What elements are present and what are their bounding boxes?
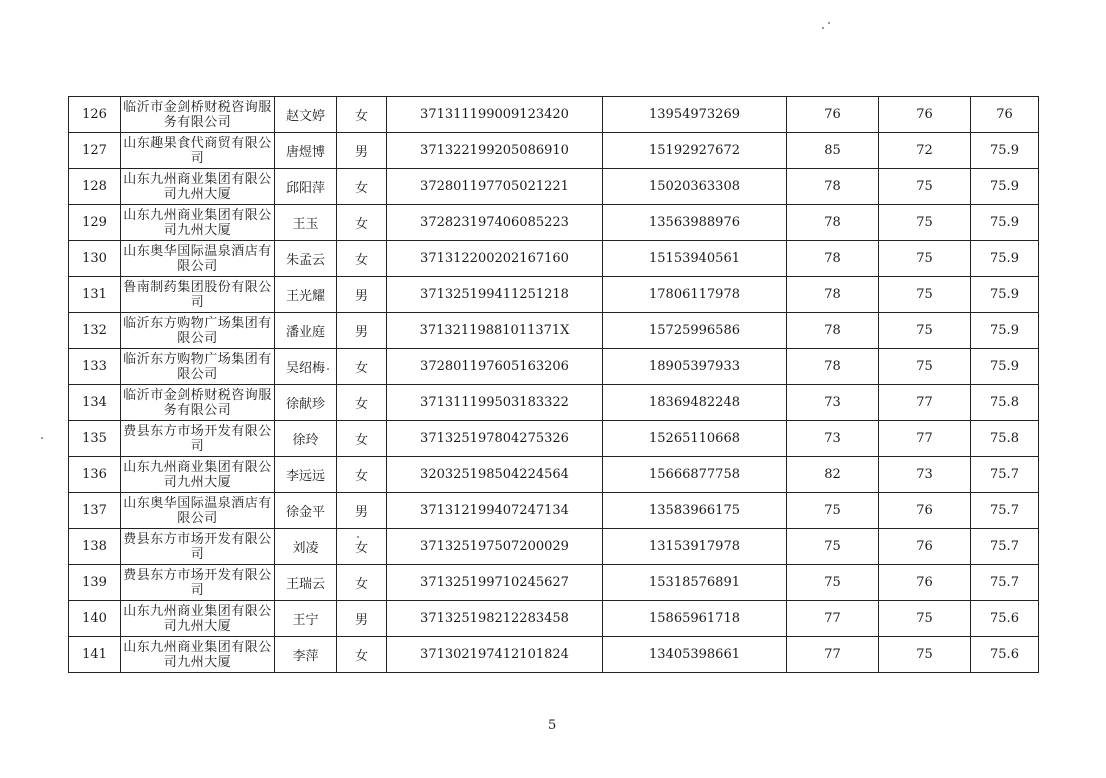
phone-cell: 17806117978 — [603, 277, 787, 313]
gender-cell: 女 — [337, 169, 387, 205]
total-score-cell: 75.8 — [971, 421, 1039, 457]
gender-cell: 男 — [337, 313, 387, 349]
table-row — [69, 169, 1039, 205]
total-score-cell: 75.6 — [971, 637, 1039, 673]
phone-cell: 15725996586 — [603, 313, 787, 349]
score-2-cell: 73 — [879, 457, 971, 493]
total-score-cell: 75.7 — [971, 457, 1039, 493]
score-1-cell: 75 — [787, 493, 879, 529]
name-cell: 邱阳萍 — [275, 169, 337, 205]
id-number-cell: 37132119881011371X — [387, 313, 603, 349]
id-number-cell: 372801197705021221 — [387, 169, 603, 205]
table-row — [69, 241, 1039, 277]
id-number-cell: 372801197605163206 — [387, 349, 603, 385]
score-1-cell: 78 — [787, 205, 879, 241]
table-row — [69, 205, 1039, 241]
gender-cell: 女 — [337, 565, 387, 601]
phone-cell: 15020363308 — [603, 169, 787, 205]
roster-table — [68, 96, 1039, 673]
total-score-cell: 76 — [971, 97, 1039, 133]
phone-cell: 13954973269 — [603, 97, 787, 133]
row-number-cell: 138 — [69, 529, 121, 565]
score-2-cell: 76 — [879, 529, 971, 565]
gender-cell: 女 — [337, 529, 387, 565]
company-cell: 鲁南制药集团股份有限公司 — [121, 277, 275, 313]
page-number: 5 — [548, 718, 557, 733]
gender-cell: 女 — [337, 637, 387, 673]
row-number-cell: 134 — [69, 385, 121, 421]
row-number-cell: 126 — [69, 97, 121, 133]
total-score-cell: 75.9 — [971, 133, 1039, 169]
name-cell: 潘业庭 — [275, 313, 337, 349]
table-row — [69, 493, 1039, 529]
scan-speck — [327, 368, 329, 370]
id-number-cell: 371312199407247134 — [387, 493, 603, 529]
row-number-cell: 136 — [69, 457, 121, 493]
name-cell: 刘凌 — [275, 529, 337, 565]
score-1-cell: 78 — [787, 277, 879, 313]
id-number-cell: 320325198504224564 — [387, 457, 603, 493]
phone-cell: 13153917978 — [603, 529, 787, 565]
company-cell: 山东趣果食代商贸有限公司 — [121, 133, 275, 169]
total-score-cell: 75.9 — [971, 241, 1039, 277]
gender-cell: 男 — [337, 133, 387, 169]
score-2-cell: 75 — [879, 349, 971, 385]
company-cell: 山东九州商业集团有限公司九州大厦 — [121, 601, 275, 637]
row-number-cell: 129 — [69, 205, 121, 241]
score-2-cell: 75 — [879, 277, 971, 313]
score-2-cell: 75 — [879, 637, 971, 673]
company-cell: 山东九州商业集团有限公司九州大厦 — [121, 169, 275, 205]
id-number-cell: 371312200202167160 — [387, 241, 603, 277]
score-1-cell: 78 — [787, 169, 879, 205]
gender-cell: 女 — [337, 457, 387, 493]
id-number-cell: 371325198212283458 — [387, 601, 603, 637]
phone-cell: 13563988976 — [603, 205, 787, 241]
company-cell: 临沂市金剑桥财税咨询服务有限公司 — [121, 97, 275, 133]
table-row — [69, 637, 1039, 673]
total-score-cell: 75.9 — [971, 277, 1039, 313]
phone-cell: 15265110668 — [603, 421, 787, 457]
table-row — [69, 133, 1039, 169]
score-2-cell: 72 — [879, 133, 971, 169]
score-2-cell: 77 — [879, 385, 971, 421]
id-number-cell: 371325197804275326 — [387, 421, 603, 457]
name-cell: 赵文婷 — [275, 97, 337, 133]
row-number-cell: 135 — [69, 421, 121, 457]
name-cell: 唐煜博 — [275, 133, 337, 169]
phone-cell: 15153940561 — [603, 241, 787, 277]
scan-speck — [357, 536, 359, 538]
gender-cell: 女 — [337, 205, 387, 241]
gender-cell: 女 — [337, 241, 387, 277]
gender-cell: 男 — [337, 601, 387, 637]
score-1-cell: 75 — [787, 565, 879, 601]
score-2-cell: 75 — [879, 205, 971, 241]
row-number-cell: 141 — [69, 637, 121, 673]
score-1-cell: 76 — [787, 97, 879, 133]
company-cell: 费县东方市场开发有限公司 — [121, 565, 275, 601]
phone-cell: 15192927672 — [603, 133, 787, 169]
score-2-cell: 75 — [879, 241, 971, 277]
table-row — [69, 529, 1039, 565]
score-1-cell: 73 — [787, 385, 879, 421]
gender-cell: 女 — [337, 421, 387, 457]
name-cell: 王玉 — [275, 205, 337, 241]
name-cell: 吴绍梅 — [275, 349, 337, 385]
company-cell: 临沂东方购物广场集团有限公司 — [121, 349, 275, 385]
total-score-cell: 75.6 — [971, 601, 1039, 637]
table-row — [69, 601, 1039, 637]
table-row — [69, 349, 1039, 385]
score-1-cell: 78 — [787, 241, 879, 277]
table-row — [69, 421, 1039, 457]
id-number-cell: 371322199205086910 — [387, 133, 603, 169]
row-number-cell: 132 — [69, 313, 121, 349]
phone-cell: 18369482248 — [603, 385, 787, 421]
name-cell: 朱孟云 — [275, 241, 337, 277]
row-number-cell: 130 — [69, 241, 121, 277]
id-number-cell: 371325199710245627 — [387, 565, 603, 601]
id-number-cell: 371302197412101824 — [387, 637, 603, 673]
id-number-cell: 371325199411251218 — [387, 277, 603, 313]
total-score-cell: 75.9 — [971, 313, 1039, 349]
row-number-cell: 137 — [69, 493, 121, 529]
company-cell: 山东九州商业集团有限公司九州大厦 — [121, 457, 275, 493]
scan-speck — [822, 27, 824, 29]
id-number-cell: 372823197406085223 — [387, 205, 603, 241]
total-score-cell: 75.8 — [971, 385, 1039, 421]
company-cell: 山东奥华国际温泉酒店有限公司 — [121, 493, 275, 529]
score-2-cell: 76 — [879, 565, 971, 601]
company-cell: 山东九州商业集团有限公司九州大厦 — [121, 637, 275, 673]
phone-cell: 18905397933 — [603, 349, 787, 385]
phone-cell: 13583966175 — [603, 493, 787, 529]
score-1-cell: 77 — [787, 637, 879, 673]
name-cell: 徐献珍 — [275, 385, 337, 421]
total-score-cell: 75.9 — [971, 205, 1039, 241]
gender-cell: 女 — [337, 349, 387, 385]
name-cell: 王宁 — [275, 601, 337, 637]
total-score-cell: 75.7 — [971, 493, 1039, 529]
table-row — [69, 457, 1039, 493]
table-row — [69, 385, 1039, 421]
name-cell: 徐金平 — [275, 493, 337, 529]
score-1-cell: 82 — [787, 457, 879, 493]
phone-cell: 15318576891 — [603, 565, 787, 601]
score-2-cell: 76 — [879, 97, 971, 133]
score-2-cell: 75 — [879, 169, 971, 205]
score-2-cell: 75 — [879, 313, 971, 349]
row-number-cell: 127 — [69, 133, 121, 169]
gender-cell: 男 — [337, 277, 387, 313]
score-1-cell: 78 — [787, 349, 879, 385]
name-cell: 王光耀 — [275, 277, 337, 313]
row-number-cell: 140 — [69, 601, 121, 637]
id-number-cell: 371325197507200029 — [387, 529, 603, 565]
company-cell: 费县东方市场开发有限公司 — [121, 421, 275, 457]
total-score-cell: 75.7 — [971, 565, 1039, 601]
row-number-cell: 133 — [69, 349, 121, 385]
score-2-cell: 76 — [879, 493, 971, 529]
gender-cell: 男 — [337, 493, 387, 529]
id-number-cell: 371311199009123420 — [387, 97, 603, 133]
table-row — [69, 565, 1039, 601]
total-score-cell: 75.7 — [971, 529, 1039, 565]
company-cell: 临沂东方购物广场集团有限公司 — [121, 313, 275, 349]
total-score-cell: 75.9 — [971, 169, 1039, 205]
company-cell: 山东九州商业集团有限公司九州大厦 — [121, 205, 275, 241]
company-cell: 山东奥华国际温泉酒店有限公司 — [121, 241, 275, 277]
table-row — [69, 277, 1039, 313]
name-cell: 李远远 — [275, 457, 337, 493]
table-row — [69, 313, 1039, 349]
scan-speck — [828, 22, 830, 24]
table-row — [69, 97, 1039, 133]
roster-body — [69, 97, 1039, 673]
score-1-cell: 85 — [787, 133, 879, 169]
company-cell: 临沂市金剑桥财税咨询服务有限公司 — [121, 385, 275, 421]
total-score-cell: 75.9 — [971, 349, 1039, 385]
score-1-cell: 75 — [787, 529, 879, 565]
score-1-cell: 77 — [787, 601, 879, 637]
gender-cell: 女 — [337, 385, 387, 421]
score-1-cell: 73 — [787, 421, 879, 457]
row-number-cell: 139 — [69, 565, 121, 601]
score-1-cell: 78 — [787, 313, 879, 349]
name-cell: 李萍 — [275, 637, 337, 673]
company-cell: 费县东方市场开发有限公司 — [121, 529, 275, 565]
phone-cell: 15865961718 — [603, 601, 787, 637]
scan-speck — [41, 437, 43, 439]
phone-cell: 13405398661 — [603, 637, 787, 673]
score-2-cell: 77 — [879, 421, 971, 457]
score-2-cell: 75 — [879, 601, 971, 637]
name-cell: 王瑞云 — [275, 565, 337, 601]
id-number-cell: 371311199503183322 — [387, 385, 603, 421]
gender-cell: 女 — [337, 97, 387, 133]
phone-cell: 15666877758 — [603, 457, 787, 493]
name-cell: 徐玲 — [275, 421, 337, 457]
row-number-cell: 131 — [69, 277, 121, 313]
row-number-cell: 128 — [69, 169, 121, 205]
